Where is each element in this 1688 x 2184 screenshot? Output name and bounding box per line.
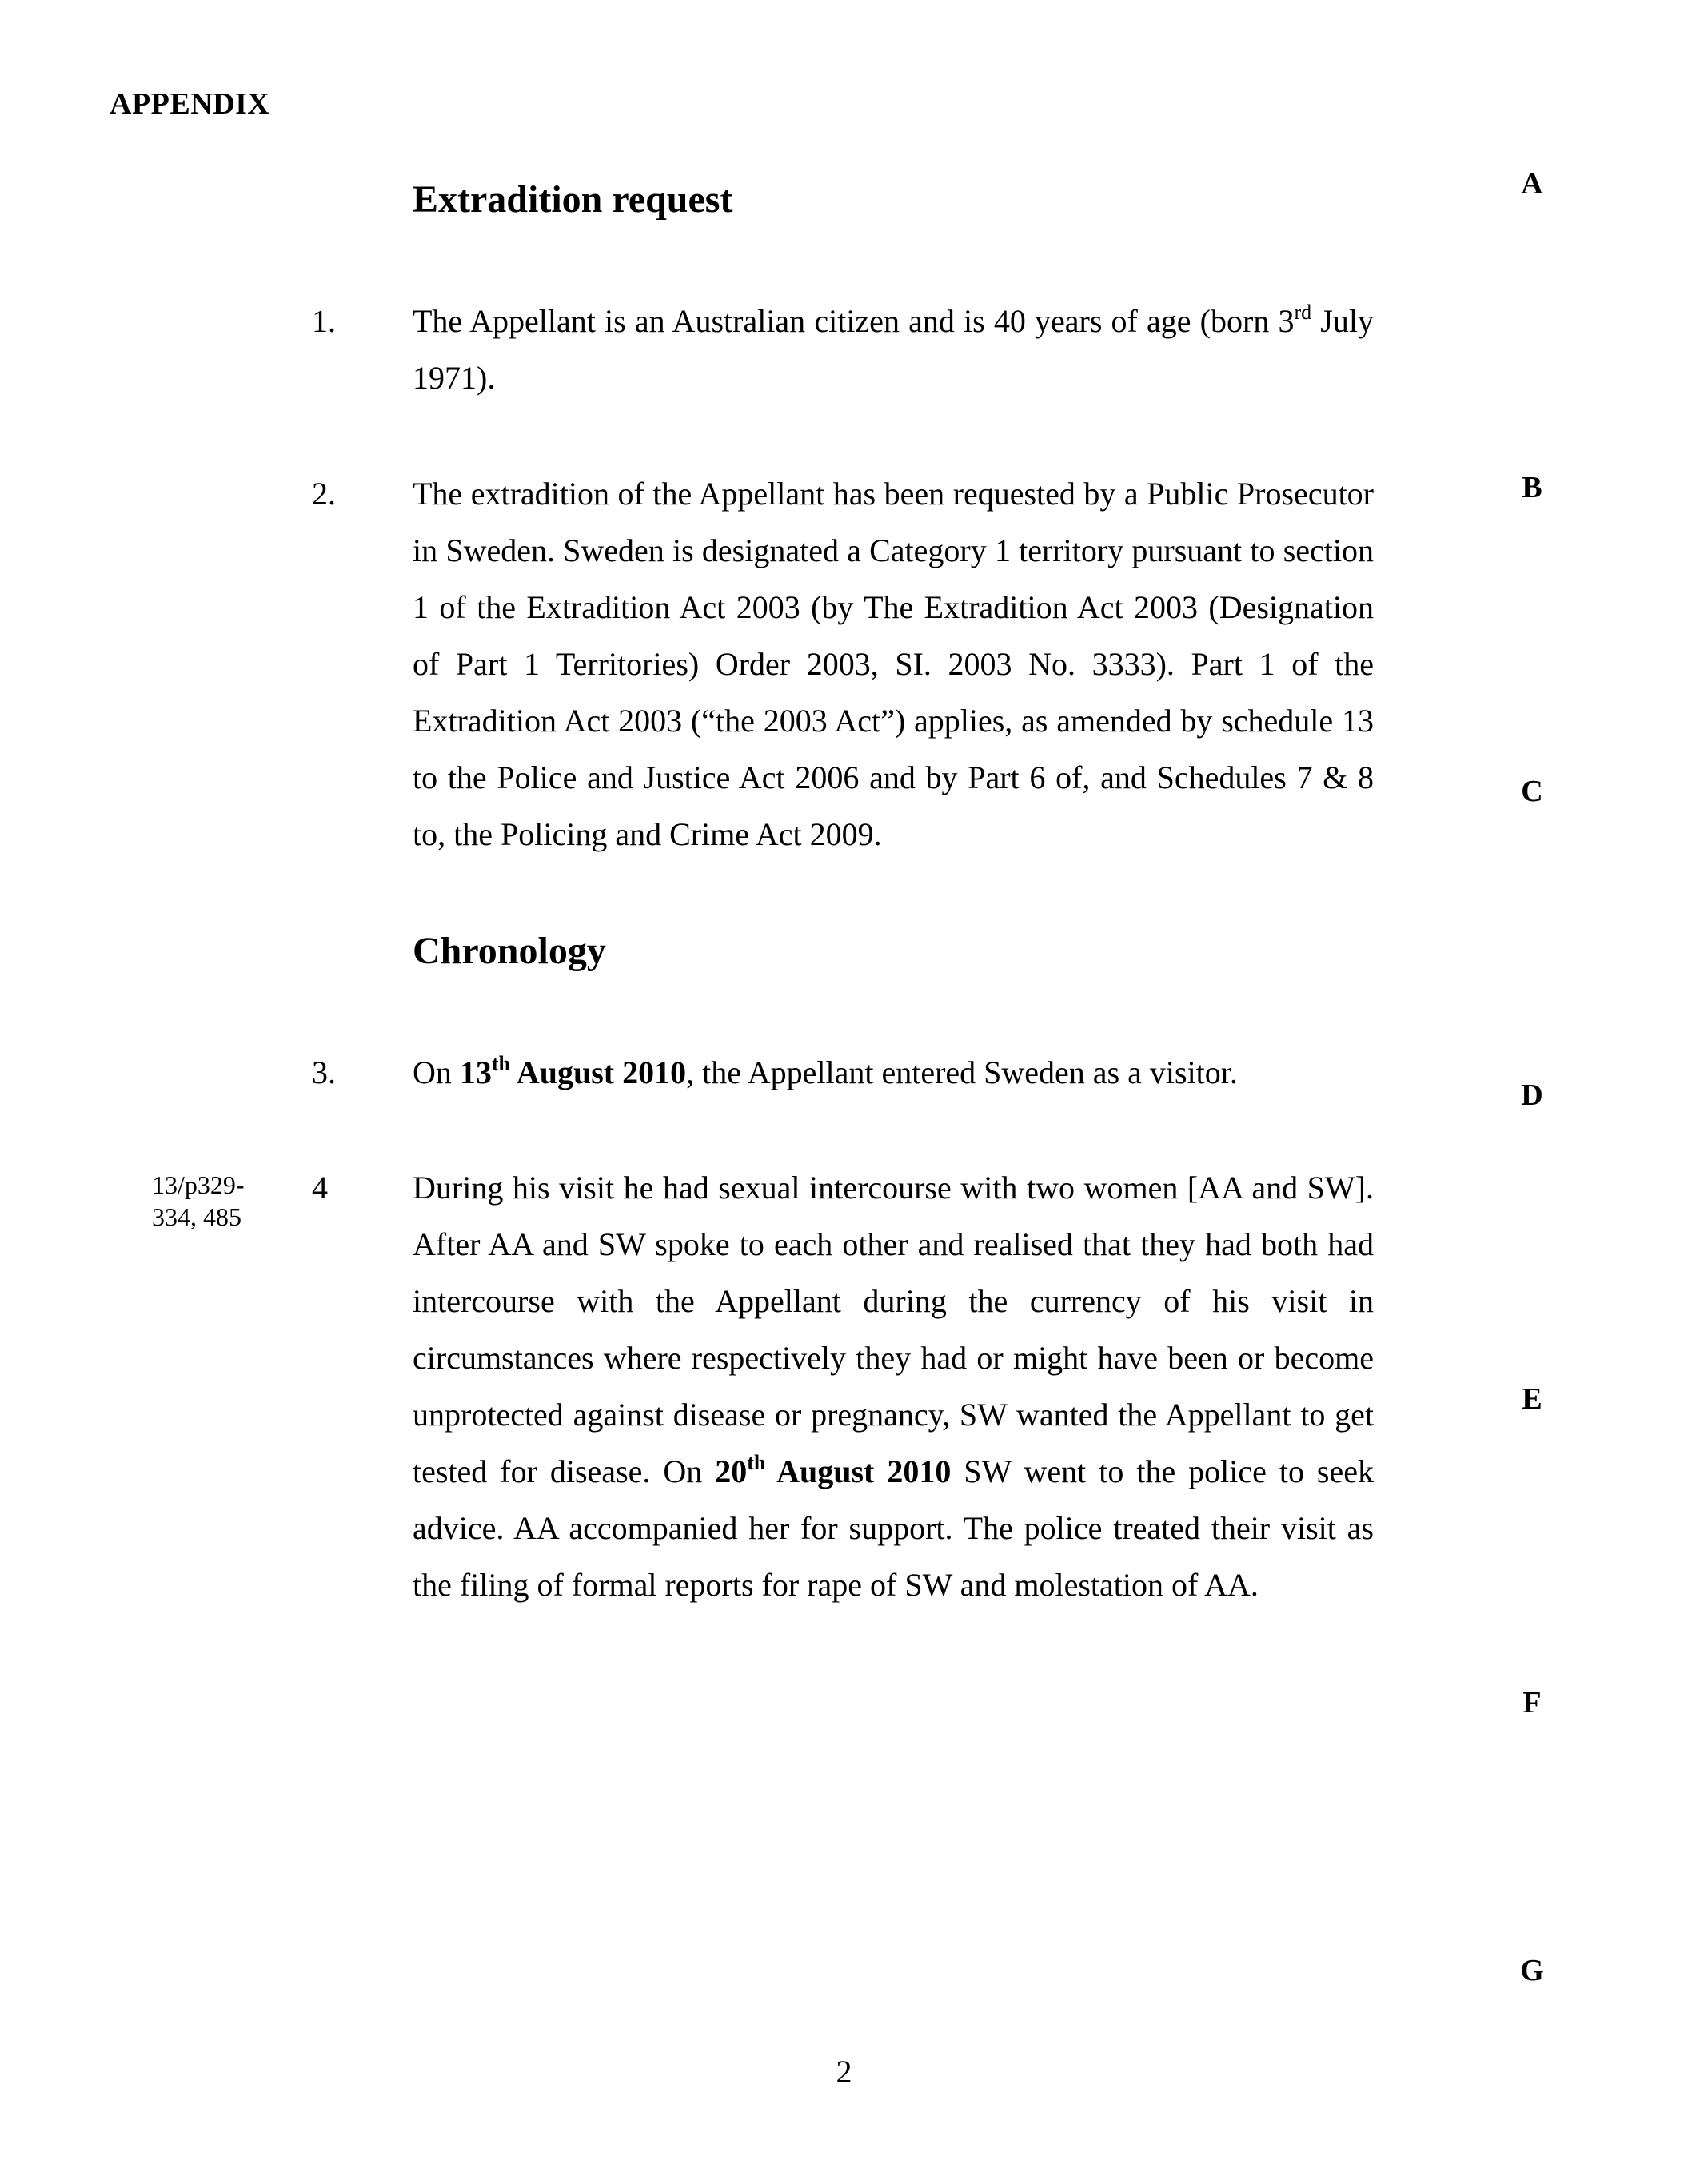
date-day: 13 [459, 1054, 492, 1090]
paragraph-4-text-a: During his visit he had sexual intercourse with two women [AA and SW]. After AA and SW spoke to each other and realised that they had both had intercourse with the Appellant during the currency of his visit in circumstances where respectively they had or might have been or become unprotected against disease or pregnancy, SW wanted the Appellant to get tested for disease. On [413, 1170, 1374, 1489]
paragraph-1-text-a: The Appellant is an Australian citizen and is 40 years of age (born 3 [413, 303, 1295, 339]
paragraph-1-text-b: July 1971). [413, 303, 1374, 396]
margin-letter-d: D [1521, 1078, 1543, 1112]
extradition-request-heading: Extradition request [413, 178, 733, 221]
paragraph-3-text-b: , the Appellant entered Sweden as a visitor. [686, 1054, 1238, 1090]
date-day: 20 [715, 1453, 748, 1489]
paragraph-4-text-b: SW went to the police to seek advice. AA accompanied her for support. The police treated their visit as the filing of formal reports for rape of SW and molestation of AA. [413, 1453, 1375, 1603]
paragraph-1-text [413, 293, 1374, 406]
paragraph-number-2: 2. [312, 476, 336, 512]
chronology-heading: Chronology [413, 930, 606, 972]
paragraph-number-4: 4 [312, 1170, 328, 1206]
margin-letter-f: F [1522, 1686, 1542, 1720]
date-month-year: August 2010 [765, 1453, 952, 1489]
date-month-year: August 2010 [510, 1054, 687, 1090]
paragraph-number-3: 3. [312, 1054, 336, 1090]
appendix-title: APPENDIX [110, 87, 270, 121]
paragraph-number-1: 1. [312, 303, 336, 339]
margin-reference-line-1: 13/p329- [152, 1170, 245, 1199]
margin-letter-e: E [1522, 1382, 1542, 1416]
margin-letter-b: B [1522, 471, 1542, 504]
page-number: 2 [836, 2054, 852, 2090]
margin-letter-a: A [1521, 167, 1543, 201]
paragraph-2-text: The extradition of the Appellant has been requested by a Public Prosecutor in Sweden. Sweden is designated a Category 1 territory pursuant to section 1 of the Extradition Act 2003 (by The Extradition Act 2003 (Designation of Part 1 Territories) Order 2003, SI. 2003 No. 3333). Part 1 of the Extradition Act 2003 (“the 2003 Act”) applies, as amended by schedule 13 to the Police and Justice Act 2006 and by Part 6 of, and Schedules 7 & 8 to, the Policing and Crime Act 2009. [413, 476, 1374, 852]
ordinal-suffix: th [491, 1051, 511, 1075]
margin-letter-c: C [1521, 775, 1543, 808]
margin-letter-g: G [1520, 1954, 1544, 1987]
paragraph-4-text [413, 1159, 1374, 1613]
ordinal-suffix: th [747, 1450, 766, 1474]
margin-reference [152, 1169, 245, 1233]
paragraph-3-text-a: On [413, 1054, 460, 1090]
paragraph-3-text [413, 1044, 1374, 1101]
ordinal-suffix: rd [1294, 300, 1312, 324]
margin-reference-line-2: 334, 485 [152, 1202, 241, 1231]
